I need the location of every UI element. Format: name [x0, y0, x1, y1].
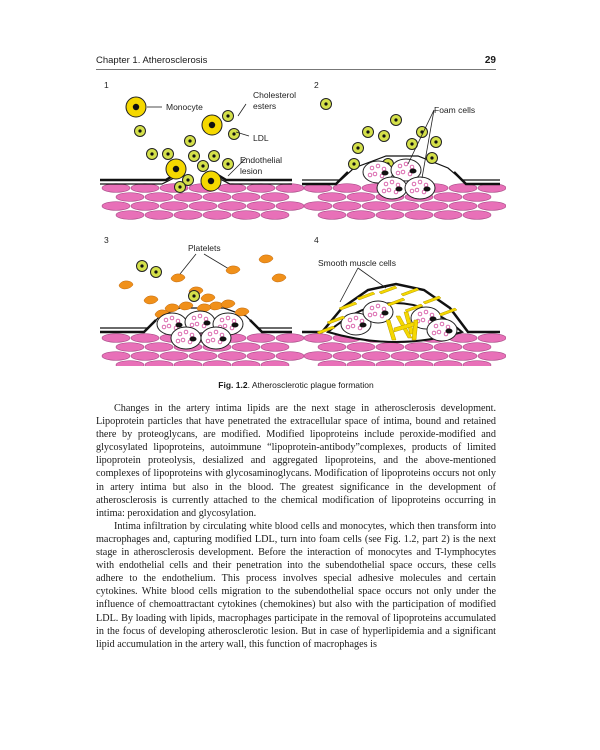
label-endothelial: Endothelial — [240, 155, 283, 165]
platelet — [144, 296, 158, 304]
paragraph: Changes in the artery intima lipids are the next stage in atherosclerosis development. Lipoprotein particles that have penetrated the extracellular space of intima, bound and retained there by proteoglycans, are modified. Modified lipoproteins include peroxide-modified and glycosylated lipoproteins, autoimmune “lipoprotein-antibody”complexes, products of limited lipoprotein proteolysis, desialized and aggregated lipoproteins, and the above-mentioned complexes of lipoproteins with glycosaminoglycans. Modification of lipoproteins occurs not only in artery intima but also in the blood. The greatest significance in the development of atherosclerosis is currently attached to the chemical modification of lipoproteins occurring in intima: peroxidation and glycosylation. — [96, 403, 496, 519]
label-lesion: lesion — [240, 166, 263, 176]
ldl-particle — [189, 151, 200, 162]
label-cholesterol: Cholesterol — [253, 90, 296, 100]
ldl-particle — [198, 161, 209, 172]
panel-3 — [100, 235, 304, 366]
page-number: 29 — [484, 55, 496, 66]
foam-cell — [427, 319, 457, 341]
panel-3-number: 3 — [104, 235, 109, 245]
panel-4 — [302, 235, 506, 366]
ldl-particle — [229, 129, 240, 140]
ldl-particle — [223, 159, 234, 170]
panel-2-number: 2 — [314, 80, 319, 90]
running-header — [96, 55, 496, 70]
platelet — [209, 302, 223, 310]
platelet — [259, 255, 273, 263]
label-foam-cells: Foam cells — [434, 105, 476, 115]
body-text — [96, 402, 496, 651]
panel-1 — [100, 80, 304, 219]
figure-atherosclerosis — [96, 76, 506, 366]
platelet — [119, 281, 133, 289]
monocyte — [202, 115, 222, 135]
monocyte — [166, 159, 186, 179]
ldl-particle — [353, 143, 364, 154]
ldl-particle — [321, 99, 332, 110]
figure-label: Fig. 1.2 — [218, 380, 248, 390]
platelet — [221, 300, 235, 308]
label-platelets: Platelets — [188, 243, 221, 253]
panel-2 — [302, 80, 506, 219]
platelet — [226, 266, 240, 274]
platelet — [179, 302, 193, 310]
foam-cell — [171, 327, 201, 349]
ldl-particle — [431, 137, 442, 148]
ldl-particle — [163, 149, 174, 160]
ldl-particle — [151, 267, 162, 278]
panel-1-number: 1 — [104, 80, 109, 90]
ldl-particle — [223, 111, 234, 122]
ldl-particle — [417, 127, 428, 138]
ldl-particle — [175, 182, 186, 193]
monocyte — [201, 171, 221, 191]
figure-caption — [96, 380, 496, 390]
ldl-particle — [147, 149, 158, 160]
endothelium-cells — [102, 184, 304, 220]
ldl-particle — [427, 153, 438, 164]
platelet — [201, 294, 215, 302]
ldl-particle — [379, 131, 390, 142]
label-ldl: LDL — [253, 133, 269, 143]
platelet — [272, 274, 286, 282]
ldl-particle — [135, 126, 146, 137]
foam-cell — [405, 177, 435, 199]
platelet — [171, 274, 185, 282]
endothelial-layer — [100, 174, 292, 180]
figure-caption-text: . Atherosclerotic plague formation — [247, 380, 374, 390]
paragraph: Intima infiltration by circulating white blood cells and monocytes, which then transform into macrophages and, capturing modified LDL, turn into foam cells (see Fig. 1.2, part 2) is the next stage in atherosclerosis development. Before the interaction of monocytes and T-lymphocytes with endothelial cells and their penetration into the subendothelial space occurs, these cells adhere to the endothelium. This process involves special adhesive molecules and certain cytokines. White blood cells migration to the subendothelial space occurs not only under the influence of chemoattractant cytokines (chemokines) but also with the participation of modified LDL. By loading with lipids, macrophages participate in the removal of lipoproteins accumulated in the focus of developing atherosclerotic lesion. But in case of hyperlipidemia and a significant lipid accumulation in the artery wall, this function of macrophages is — [96, 520, 496, 650]
ldl-particle — [185, 136, 196, 147]
foam-cell — [377, 177, 407, 199]
chapter-title: Chapter 1. Atherosclerosis — [96, 55, 208, 66]
foam-cell — [201, 327, 231, 349]
ldl-particle — [209, 151, 220, 162]
label-monocyte: Monocyte — [166, 102, 203, 112]
ldl-particle — [137, 261, 148, 272]
ldl-particle — [349, 159, 360, 170]
figure-svg — [96, 76, 506, 366]
ldl-particle — [189, 291, 200, 302]
label-smooth-muscle: Smooth muscle cells — [318, 258, 396, 268]
ldl-particle — [391, 115, 402, 126]
label-esters: esters — [253, 101, 277, 111]
monocyte — [126, 97, 146, 117]
ldl-particle — [363, 127, 374, 138]
panel-4-number: 4 — [314, 235, 319, 245]
